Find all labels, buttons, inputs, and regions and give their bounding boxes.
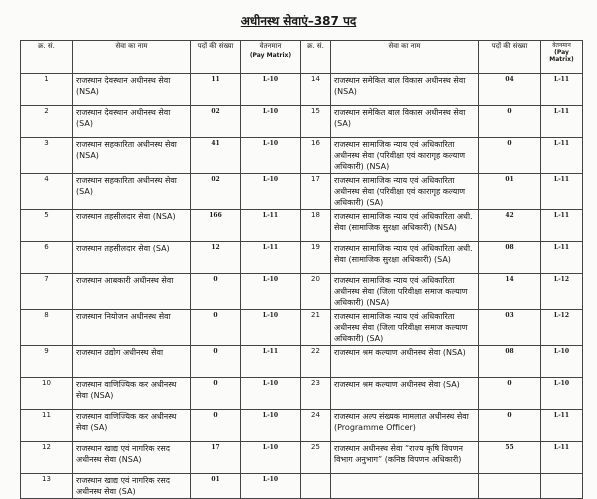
right-sno: 18 <box>301 210 331 242</box>
left-sno: 1 <box>21 74 73 106</box>
left-sno: 2 <box>21 106 73 138</box>
header-sno: क्र. सं. <box>21 41 73 74</box>
left-service-name: राजस्थान उद्योग अधीनस्थ सेवा <box>73 346 191 378</box>
right-pay-level <box>541 474 583 499</box>
left-pay-level: L-10 <box>241 274 301 310</box>
left-posts: 0 <box>191 274 241 310</box>
right-posts: 0 <box>479 378 541 410</box>
right-posts: 14 <box>479 274 541 310</box>
right-sno: 22 <box>301 346 331 378</box>
left-sno: 6 <box>21 242 73 274</box>
header-service: सेवा का नाम <box>73 41 191 74</box>
table-row <box>21 310 583 346</box>
table-row <box>21 242 583 274</box>
table-row <box>21 106 583 138</box>
right-pay-level: L-11 <box>541 410 583 442</box>
header-posts2: पदों की संख्या <box>479 41 541 74</box>
right-service-name: राजस्थान श्रम कल्याण अधीनस्थ सेवा (NSA) <box>331 346 479 378</box>
table-header-row <box>21 41 583 74</box>
left-pay-level: L-10 <box>241 310 301 346</box>
left-sno: 7 <box>21 274 73 310</box>
right-posts: 55 <box>479 442 541 474</box>
left-posts: 11 <box>191 74 241 106</box>
left-service-name: राजस्थान देवस्थान अधीनस्थ सेवा (NSA) <box>73 74 191 106</box>
right-sno: 24 <box>301 410 331 442</box>
right-posts: 03 <box>479 310 541 346</box>
page-title: अधीनस्थ सेवाएं–387 पद <box>240 14 357 28</box>
right-service-name: राजस्थान सामाजिक न्याय एवं अधिकारिता अधी. सेवा (सामाजिक सुरक्षा अधिकारी) (NSA) <box>331 210 479 242</box>
right-service-name: राजस्थान सामाजिक न्याय एवं अधिकारिता अधीनस्थ सेवा (जिला परिवीक्षा समाज कल्याण अधिकारी) (SA) <box>331 310 479 346</box>
right-pay-level: L-11 <box>541 138 583 174</box>
right-posts: 04 <box>479 74 541 106</box>
table-row <box>21 378 583 410</box>
left-sno: 3 <box>21 138 73 174</box>
header-pay <box>241 41 301 74</box>
right-pay-level: L-11 <box>541 74 583 106</box>
table-row <box>21 274 583 310</box>
right-pay-level: L-12 <box>541 274 583 310</box>
left-posts: 17 <box>191 442 241 474</box>
left-posts: 01 <box>191 474 241 499</box>
left-pay-level: L-11 <box>241 210 301 242</box>
left-pay-level: L-10 <box>241 106 301 138</box>
right-pay-level: L-10 <box>541 378 583 410</box>
right-service-name: राजस्थान अधीनस्थ सेवा “राज्य कृषि विपणन विभाग अनुभाग” (कनिष्ठ विपणन अधिकारी) <box>331 442 479 474</box>
left-service-name: राजस्थान वाणिज्यिक कर अधीनस्थ सेवा (SA) <box>73 410 191 442</box>
right-service-name <box>331 474 479 499</box>
right-posts: 0 <box>479 410 541 442</box>
header-posts: पदों की संख्या <box>191 41 241 74</box>
right-pay-level: L-11 <box>541 106 583 138</box>
left-sno: 9 <box>21 346 73 378</box>
left-posts: 02 <box>191 106 241 138</box>
left-sno: 4 <box>21 174 73 210</box>
left-sno: 10 <box>21 378 73 410</box>
table-row <box>21 442 583 474</box>
right-sno: 23 <box>301 378 331 410</box>
right-service-name: राजस्थान समेकित बाल विकास अधीनस्थ सेवा (NSA) <box>331 74 479 106</box>
header-service2: सेवा का नाम <box>331 41 479 74</box>
left-sno: 5 <box>21 210 73 242</box>
right-sno: 20 <box>301 274 331 310</box>
right-service-name: राजस्थान सामाजिक न्याय एवं अधिकारिता अधीनस्थ सेवा (जिला परिवीक्षा समाज कल्याण अधिकारी) (NSA) <box>331 274 479 310</box>
right-pay-level: L-11 <box>541 242 583 274</box>
header-pay-label: वेतनमान <box>259 42 282 50</box>
right-service-name: राजस्थान सामाजिक न्याय एवं अधिकारिता अधीनस्थ सेवा (परिवीक्षा एवं कारागृह कल्याण अधिकारी) (SA) <box>331 174 479 210</box>
table-row <box>21 410 583 442</box>
table-row <box>21 346 583 378</box>
left-service-name: राजस्थान आबकारी अधीनस्थ सेवा <box>73 274 191 310</box>
table-body <box>21 74 583 499</box>
left-service-name: राजस्थान खाद्य एवं नागरिक रसद अधीनस्थ सेवा (NSA) <box>73 442 191 474</box>
right-posts: 0 <box>479 106 541 138</box>
left-service-name: राजस्थान सहकारिता अधीनस्थ सेवा (SA) <box>73 174 191 210</box>
right-pay-level: L-10 <box>541 346 583 378</box>
left-sno: 13 <box>21 474 73 499</box>
right-sno: 25 <box>301 442 331 474</box>
right-sno: 21 <box>301 310 331 346</box>
header-pay2-sub: (Pay Matrix) <box>549 49 574 63</box>
right-sno: 15 <box>301 106 331 138</box>
header-pay-sub: (Pay Matrix) <box>249 52 292 59</box>
left-posts: 166 <box>191 210 241 242</box>
left-service-name: राजस्थान सहकारिता अधीनस्थ सेवा (NSA) <box>73 138 191 174</box>
right-pay-level: L-11 <box>541 210 583 242</box>
table-row <box>21 474 583 499</box>
right-posts: 08 <box>479 346 541 378</box>
right-posts: 42 <box>479 210 541 242</box>
left-pay-level: L-10 <box>241 410 301 442</box>
left-pay-level: L-11 <box>241 242 301 274</box>
header-pay2-label: वेतनमान <box>552 42 571 49</box>
left-posts: 0 <box>191 346 241 378</box>
right-posts: 01 <box>479 174 541 210</box>
right-pay-level: L-11 <box>541 442 583 474</box>
right-service-name: राजस्थान समेकित बाल विकास अधीनस्थ सेवा (SA) <box>331 106 479 138</box>
left-sno: 12 <box>21 442 73 474</box>
right-posts: 0 <box>479 138 541 174</box>
right-service-name: राजस्थान सामाजिक न्याय एवं अधिकारिता अधी. सेवा (सामाजिक सुरक्षा अधिकारी) (SA) <box>331 242 479 274</box>
left-service-name: राजस्थान वाणिज्यिक कर अधीनस्थ सेवा (NSA) <box>73 378 191 410</box>
right-sno: 16 <box>301 138 331 174</box>
right-posts: 08 <box>479 242 541 274</box>
left-service-name: राजस्थान खाद्य एवं नागरिक रसद अधीनस्थ सेवा (SA) <box>73 474 191 499</box>
left-service-name: राजस्थान तहसीलदार सेवा (SA) <box>73 242 191 274</box>
left-pay-level: L-10 <box>241 474 301 499</box>
left-sno: 11 <box>21 410 73 442</box>
right-sno: 17 <box>301 174 331 210</box>
left-pay-level: L-10 <box>241 174 301 210</box>
left-service-name: राजस्थान देवस्थान अधीनस्थ सेवा (SA) <box>73 106 191 138</box>
right-sno: 19 <box>301 242 331 274</box>
left-pay-level: L-11 <box>241 346 301 378</box>
right-pay-level: L-11 <box>541 174 583 210</box>
left-pay-level: L-10 <box>241 378 301 410</box>
left-posts: 41 <box>191 138 241 174</box>
left-pay-level: L-10 <box>241 442 301 474</box>
left-sno: 8 <box>21 310 73 346</box>
right-service-name: राजस्थान श्रम कल्याण अधीनस्थ सेवा (SA) <box>331 378 479 410</box>
left-service-name: राजस्थान तहसीलदार सेवा (NSA) <box>73 210 191 242</box>
left-posts: 0 <box>191 310 241 346</box>
right-sno <box>301 474 331 499</box>
right-service-name: राजस्थान अल्प संख्यक मामलात अधीनस्थ सेवा (Programme Officer) <box>331 410 479 442</box>
services-table <box>20 40 583 499</box>
right-posts <box>479 474 541 499</box>
left-posts: 12 <box>191 242 241 274</box>
header-pay2 <box>541 41 583 74</box>
left-posts: 0 <box>191 378 241 410</box>
left-pay-level: L-10 <box>241 74 301 106</box>
table-row <box>21 210 583 242</box>
left-posts: 0 <box>191 410 241 442</box>
table-row <box>21 74 583 106</box>
left-pay-level: L-10 <box>241 138 301 174</box>
right-sno: 14 <box>301 74 331 106</box>
table-row <box>21 138 583 174</box>
right-pay-level: L-12 <box>541 310 583 346</box>
left-posts: 02 <box>191 174 241 210</box>
header-sno2: क्र. सं. <box>301 41 331 74</box>
left-service-name: राजस्थान नियोजन अधीनस्थ सेवा <box>73 310 191 346</box>
right-service-name: राजस्थान सामाजिक न्याय एवं अधिकारिता अधीनस्थ सेवा (परिवीक्षा एवं कारागृह कल्याण अधिकारी) (NSA) <box>331 138 479 174</box>
table-row <box>21 174 583 210</box>
